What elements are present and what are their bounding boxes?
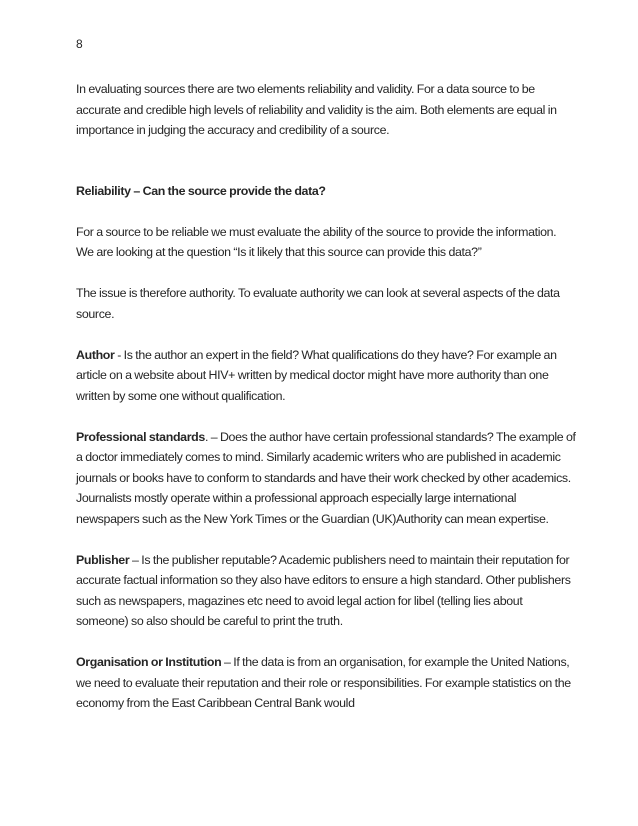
reliability-paragraph: For a source to be reliable we must evaluate the ability of the source to provide the information. We are looking at the question “Is it likely that this source can provide this data?”	[76, 224, 557, 259]
organisation-paragraph	[76, 652, 576, 714]
organisation-text: – If the data is from an organisation, for example the United Nations, we need to evaluate their reputation and their role or responsibilities. For example statistics on the economy from the East Caribbean Central Bank would	[76, 655, 571, 710]
organisation-term: Organisation or Institution	[76, 655, 222, 669]
reliability-heading: Reliability – Can the source provide the data?	[76, 183, 326, 198]
body-text	[76, 79, 576, 734]
author-text: - Is the author an expert in the field? What qualifications do they have? For example an article on a website about HIV+ written by medical doctor might have more authority than one written by some one without qualification.	[76, 347, 557, 403]
authority-paragraph: The issue is therefore authority. To evaluate authority we can look at several aspects of the data source.	[76, 286, 560, 321]
professional-standards-term: Professional standards	[76, 429, 205, 444]
professional-standards-text: . – Does the author have certain professional standards? The example of a doctor immediately comes to mind. Similarly academic writers who are published in academic journals or books have to conform to standards and have their work checked by other academics. Journalists mostly operate within a professional approach especially large international newspapers such as the New York Times or the Guardian (UK)Authority can mean expertise.	[76, 429, 576, 526]
intro-paragraph: In evaluating sources there are two elements reliability and validity. For a data source to be accurate and credible high levels of reliability and validity is the aim. Both elements are equal in importance in judging the accuracy and credibility of a source.	[76, 82, 557, 137]
publisher-term: Publisher	[76, 552, 130, 567]
page-number: 8	[76, 37, 83, 51]
professional-standards-paragraph	[76, 427, 576, 530]
publisher-text: – Is the publisher reputable? Academic publishers need to maintain their reputation for accurate factual information so they also have editors to ensure a high standard. Other publishers such as newspapers, magazines etc need to avoid legal action for libel (telling lies about someone) so also should be careful to print the truth.	[76, 552, 571, 628]
publisher-paragraph	[76, 550, 576, 632]
author-paragraph	[76, 345, 576, 407]
author-term: Author	[76, 347, 115, 362]
